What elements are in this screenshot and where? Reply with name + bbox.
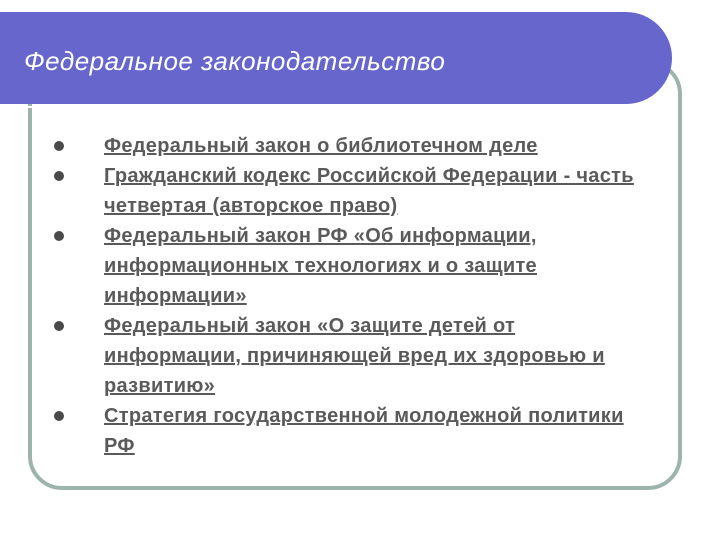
list-item-text[interactable]: Федеральный закон о библиотечном деле	[104, 135, 538, 157]
slide-title: Федеральное законодательство	[24, 46, 446, 76]
list-item[interactable]	[54, 131, 634, 161]
list-item-text[interactable]: Гражданский кодекс Российской Федерации - часть четвертая (авторское право)	[104, 165, 634, 217]
law-list	[54, 131, 634, 461]
list-item[interactable]	[54, 401, 634, 461]
list-item[interactable]	[54, 311, 634, 401]
list-item-text[interactable]: Стратегия государственной молодежной политики РФ	[104, 405, 624, 457]
list-item-text[interactable]: Федеральный закон «О защите детей от информации, причиняющей вред их здоровью и развитию»	[104, 315, 605, 397]
bullet-icon	[54, 231, 64, 241]
list-item[interactable]	[54, 221, 634, 311]
list-item[interactable]	[54, 161, 634, 221]
list-item-text[interactable]: Федеральный закон РФ «Об информации, информационных технологиях и о защите информации»	[104, 225, 537, 307]
bullet-icon	[54, 411, 64, 421]
title-banner	[0, 12, 672, 104]
bullet-icon	[54, 141, 64, 151]
bullet-icon	[54, 321, 64, 331]
bullet-icon	[54, 171, 64, 181]
title-divider	[20, 106, 638, 108]
